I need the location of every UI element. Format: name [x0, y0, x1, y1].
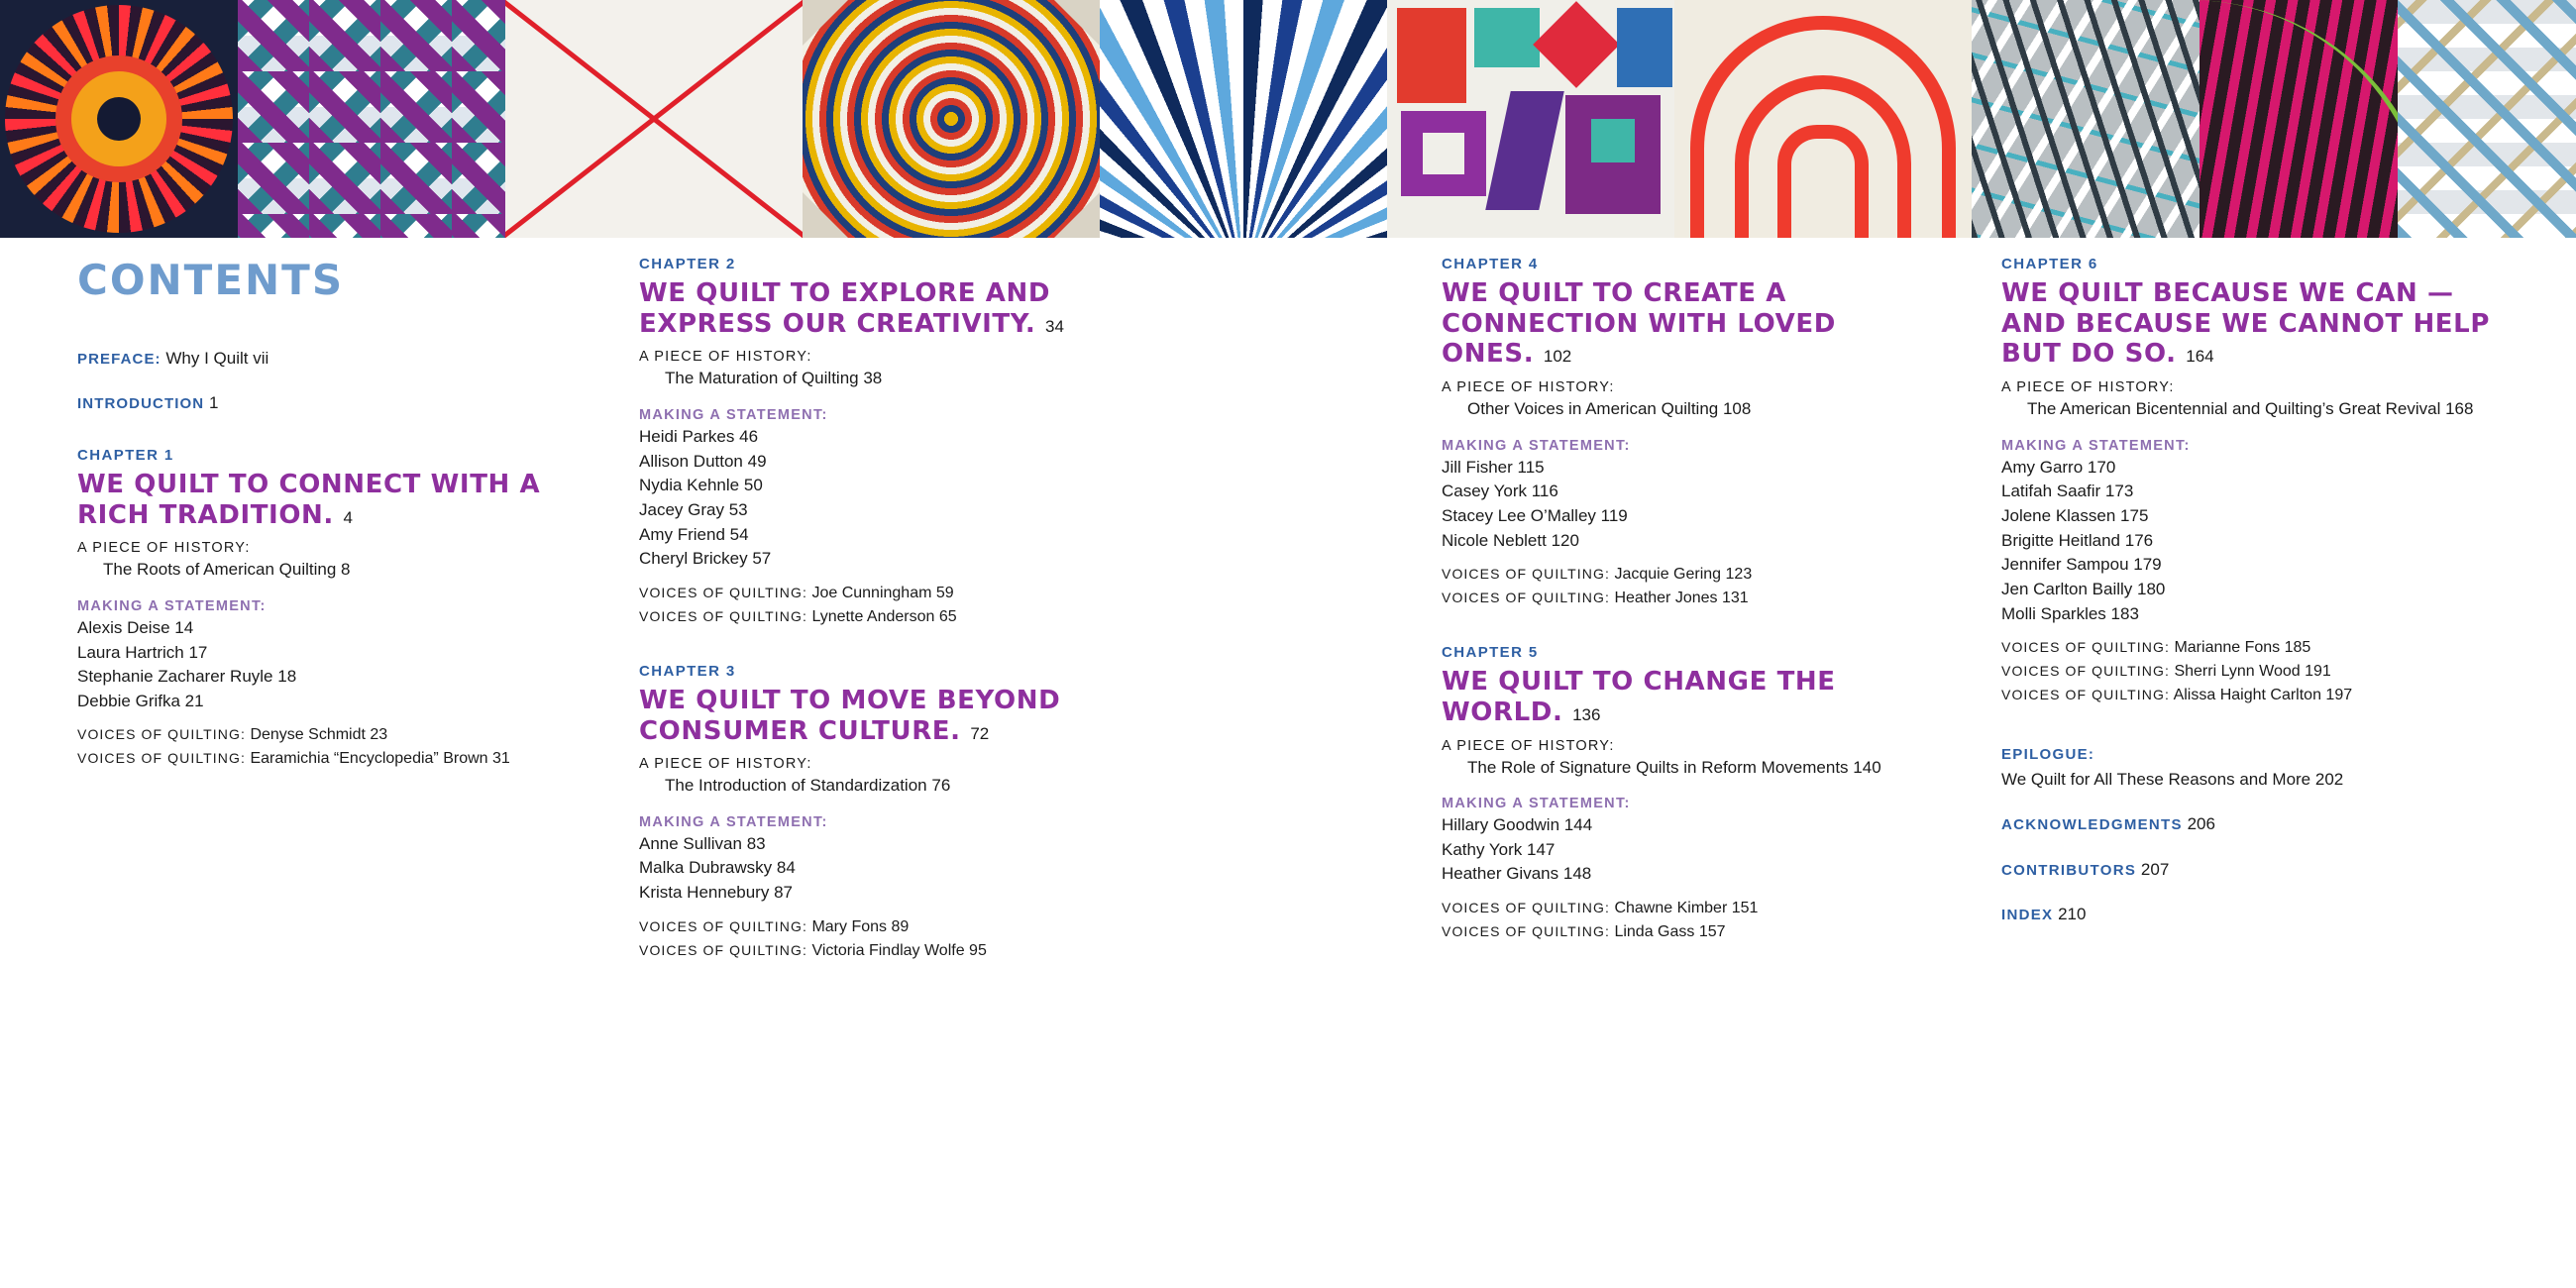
- chapter-2-title: [639, 278, 1105, 339]
- index-entry: [2001, 902, 2497, 927]
- green-curve: [2200, 0, 2398, 238]
- block-teal-2: [1591, 119, 1635, 162]
- chapter-2-history-label: A PIECE OF HISTORY:: [639, 349, 812, 366]
- chapter-6-title: [2001, 278, 2497, 370]
- front-matter-introduction: [77, 392, 543, 415]
- chapter-5-title: [1442, 667, 1897, 727]
- introduction-page: 1: [208, 392, 219, 412]
- toc-column-4: [2001, 256, 2497, 927]
- chapter-1-history-item: [103, 558, 543, 583]
- chapter-4-page: 102: [1543, 347, 1572, 367]
- block-red: [1397, 8, 1466, 103]
- contributors-page: 207: [2140, 859, 2170, 879]
- chapter-5-history-item: The Role of Signature Quilts in Reform Movements 140: [1467, 757, 1881, 777]
- chapter-1-statement-label: MAKING A STATEMENT:: [77, 597, 267, 614]
- block-diamond: [1533, 1, 1620, 88]
- contributors-entry: [2001, 857, 2497, 883]
- chapter-6-number: CHAPTER 6: [2001, 256, 2098, 272]
- quilt-blue-fan-rays-image: [1100, 0, 1387, 238]
- chapter-2-history-item: The Maturation of Quilting 38: [665, 369, 883, 388]
- chapter-5-number: CHAPTER 5: [1442, 644, 1539, 662]
- sunburst-core: [97, 97, 141, 141]
- list-item: VOICES OF QUILTING: Earamichia “Encyclopedia” Brown 31: [77, 750, 510, 768]
- chapter-6-page: 164: [2186, 347, 2214, 367]
- chapter-3-number: CHAPTER 3: [639, 662, 736, 680]
- chapter-2-statement-label: MAKING A STATEMENT:: [639, 406, 828, 423]
- chapter-5-statement-label: MAKING A STATEMENT:: [1442, 796, 1631, 812]
- toc-column-3: [1442, 256, 1897, 944]
- list-item: VOICES OF QUILTING: Mary Fons 89: [639, 917, 910, 935]
- page-title: CONTENTS: [77, 256, 345, 304]
- chapter-6-history-item: The American Bicentennial and Quilting’s Great Revival 168: [2027, 399, 2474, 419]
- chapter-2-number: CHAPTER 2: [639, 256, 736, 272]
- quilt-red-arcs-cream-image: [1674, 0, 1972, 238]
- list-item: Jill Fisher 115: [1442, 457, 1545, 477]
- chapter-1: [77, 447, 543, 772]
- chapter-4-history-item: Other Voices in American Quilting 108: [1467, 399, 1752, 419]
- quilt-grey-improv-strips-image: [1972, 0, 2200, 238]
- chapter-6: [2001, 256, 2497, 707]
- list-item: Latifah Saafir 173: [2001, 482, 2134, 501]
- acknowledgments-page: 206: [2187, 814, 2215, 834]
- list-item: VOICES OF QUILTING: Victoria Findlay Wolfe 95: [639, 941, 987, 959]
- list-item: VOICES OF QUILTING: Denyse Schmidt 23: [77, 726, 388, 744]
- list-item: VOICES OF QUILTING: Heather Jones 131: [1442, 590, 1749, 607]
- list-item: Krista Hennebury 87: [639, 883, 793, 903]
- acknowledgments-label: ACKNOWLEDGMENTS: [2001, 816, 2183, 834]
- chapter-4-number: CHAPTER 4: [1442, 256, 1539, 272]
- chapter-1-number: CHAPTER 1: [77, 446, 174, 464]
- introduction-label: INTRODUCTION: [77, 394, 205, 412]
- back-matter: [2001, 741, 2497, 927]
- list-item: Nydia Kehnle 50: [639, 476, 763, 495]
- block-violet: [1485, 91, 1564, 210]
- quilt-magenta-green-curve-image: [2200, 0, 2398, 238]
- quilt-patchwork-triangles-image: [238, 0, 505, 238]
- quilt-geometric-blocks-image: [1387, 0, 1674, 238]
- list-item: Amy Garro 170: [2001, 457, 2116, 477]
- list-item: Laura Hartrich 17: [77, 642, 208, 662]
- list-item: VOICES OF QUILTING: Alissa Haight Carlton 197: [2001, 687, 2353, 704]
- list-item: Brigitte Heitland 176: [2001, 530, 2154, 550]
- list-item: Anne Sullivan 83: [639, 833, 766, 853]
- index-label: INDEX: [2001, 907, 2054, 924]
- front-matter-preface: [77, 348, 543, 371]
- list-item: VOICES OF QUILTING: Joe Cunningham 59: [639, 584, 954, 601]
- list-item: Jennifer Sampou 179: [2001, 555, 2162, 575]
- list-item: Casey York 116: [1442, 482, 1558, 501]
- list-item: Cheryl Brickey 57: [639, 549, 772, 569]
- chapter-3-title-text: WE QUILT TO MOVE BEYOND CONSUMER CULTURE.: [639, 685, 1061, 746]
- quilt-pale-scrappy-stars-image: [2398, 0, 2576, 238]
- list-item: Kathy York 147: [1442, 839, 1556, 859]
- chapter-2-title-text: WE QUILT TO EXPLORE AND EXPRESS OUR CREATIVITY.: [639, 278, 1051, 339]
- list-item: VOICES OF QUILTING: Lynette Anderson 65: [639, 607, 957, 625]
- chapter-4-title-text: WE QUILT TO CREATE A CONNECTION WITH LOVED ONES.: [1442, 278, 1836, 370]
- history-page: 8: [341, 560, 351, 580]
- chapter-4-title: [1442, 278, 1897, 370]
- chapter-3-page: 72: [970, 723, 990, 743]
- index-page: 210: [2058, 905, 2087, 924]
- chapter-1-page: 4: [343, 507, 353, 527]
- toc-column-2: [639, 256, 1105, 963]
- list-item: VOICES OF QUILTING: Sherri Lynn Wood 191: [2001, 663, 2331, 681]
- chapter-4-statement-label: MAKING A STATEMENT:: [1442, 437, 1631, 454]
- list-item: Heather Givans 148: [1442, 864, 1592, 884]
- epilogue-page: 202: [2314, 769, 2344, 789]
- preface-page: vii: [253, 349, 269, 368]
- chapter-3: [639, 663, 1105, 963]
- arc-inner: [1777, 125, 1869, 238]
- list-item: VOICES OF QUILTING: Chawne Kimber 151: [1442, 900, 1759, 917]
- block-purple-inner: [1423, 133, 1464, 174]
- fan-rays: [1100, 0, 1387, 238]
- chapter-3-title: [639, 686, 1105, 746]
- chapter-3-history-label: A PIECE OF HISTORY:: [639, 756, 812, 773]
- quilt-white-with-red-x-image: [505, 0, 803, 238]
- chapter-5: [1442, 644, 1897, 944]
- chapter-4: [1442, 256, 1897, 610]
- chapter-5-title-text: WE QUILT TO CHANGE THE WORLD.: [1442, 667, 1836, 727]
- list-item: Amy Friend 54: [639, 524, 749, 544]
- contributors-label: CONTRIBUTORS: [2001, 861, 2137, 879]
- chapter-6-title-text: WE QUILT BECAUSE WE CAN — AND BECAUSE WE CANNOT HELP BUT DO SO.: [2001, 278, 2490, 370]
- quilt-concentric-octagon-image: [803, 0, 1100, 238]
- contents-body: [0, 256, 2576, 1288]
- chapter-1-title-text: WE QUILT TO CONNECT WITH A RICH TRADITION.: [77, 469, 541, 530]
- list-item: Stephanie Zacharer Ruyle 18: [77, 667, 297, 687]
- list-item: Alexis Deise 14: [77, 617, 194, 637]
- list-item: Jolene Klassen 175: [2001, 505, 2149, 525]
- chapter-6-history-label: A PIECE OF HISTORY:: [2001, 379, 2175, 396]
- epilogue-text: We Quilt for All These Reasons and More: [2001, 769, 2311, 789]
- list-item: Nicole Neblett 120: [1442, 530, 1579, 550]
- list-item: Hillary Goodwin 144: [1442, 815, 1593, 835]
- history-text: The Roots of American Quilting: [103, 560, 337, 580]
- epilogue-entry: [2001, 741, 2497, 792]
- list-item: Jen Carlton Bailly 180: [2001, 579, 2166, 598]
- list-item: Debbie Grifka 21: [77, 691, 204, 710]
- list-item: Malka Dubrawsky 84: [639, 858, 796, 878]
- chapter-3-statement-label: MAKING A STATEMENT:: [639, 813, 828, 830]
- list-item: Molli Sparkles 183: [2001, 603, 2139, 623]
- chapter-2-page: 34: [1045, 316, 1064, 336]
- toc-column-1: [77, 256, 543, 771]
- chapter-1-history-label: A PIECE OF HISTORY:: [77, 540, 251, 557]
- chapter-3-history-item: The Introduction of Standardization 76: [665, 776, 951, 796]
- chapter-2: [639, 256, 1105, 629]
- list-item: Allison Dutton 49: [639, 451, 767, 471]
- quilt-banner-strip: [0, 0, 2576, 238]
- list-item: VOICES OF QUILTING: Linda Gass 157: [1442, 923, 1726, 941]
- list-item: VOICES OF QUILTING: Marianne Fons 185: [2001, 639, 2311, 657]
- block-blue: [1617, 8, 1672, 87]
- preface-text: Why I Quilt: [165, 349, 249, 368]
- chapter-4-history-label: A PIECE OF HISTORY:: [1442, 379, 1615, 396]
- epilogue-label: EPILOGUE:: [2001, 746, 2095, 764]
- block-teal: [1474, 8, 1540, 67]
- chapter-6-statement-label: MAKING A STATEMENT:: [2001, 437, 2191, 454]
- chapter-1-title: [77, 470, 543, 530]
- list-item: VOICES OF QUILTING: Jacquie Gering 123: [1442, 566, 1753, 584]
- list-item: Stacey Lee O’Malley 119: [1442, 505, 1628, 525]
- acknowledgments-entry: [2001, 811, 2497, 837]
- list-item: Heidi Parkes 46: [639, 426, 759, 446]
- list-item: Jacey Gray 53: [639, 499, 748, 519]
- octagon-rings: [803, 0, 1100, 238]
- chapter-5-page: 136: [1572, 704, 1601, 724]
- preface-label: PREFACE:: [77, 351, 161, 368]
- quilt-sunburst-navy-image: [0, 0, 238, 238]
- chapter-5-history-label: A PIECE OF HISTORY:: [1442, 737, 1615, 754]
